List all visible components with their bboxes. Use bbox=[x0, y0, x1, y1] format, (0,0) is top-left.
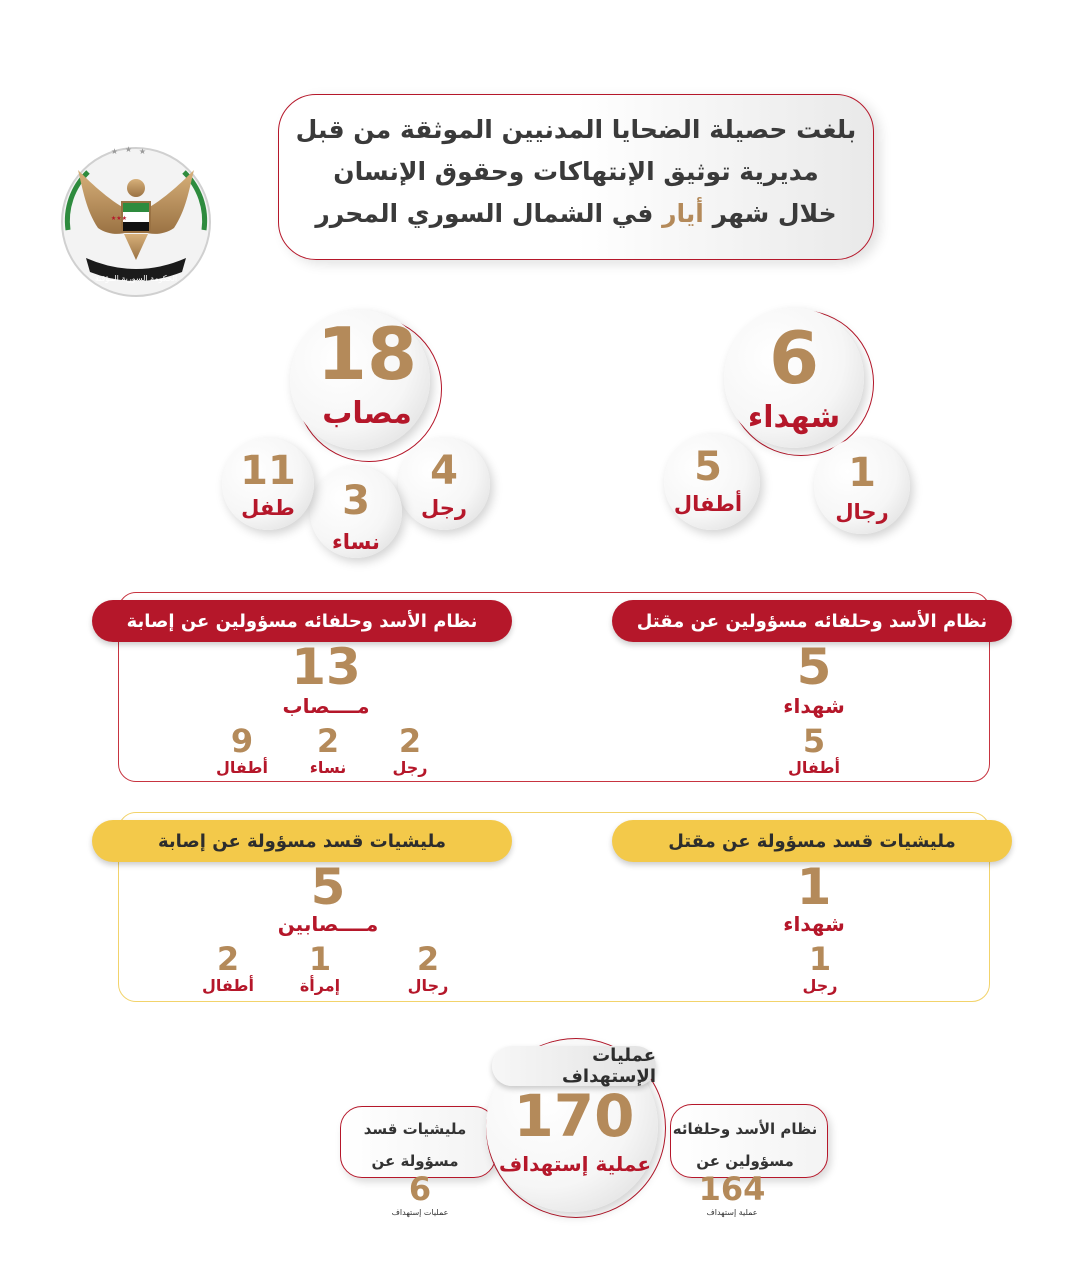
injured-women-label: نساء bbox=[332, 530, 380, 554]
sdf-killing-sub-label: رجل bbox=[802, 976, 838, 995]
regime-injury-men-number: 2 bbox=[398, 722, 422, 760]
header-line-3-b: في الشمال السوري المحرر bbox=[315, 199, 663, 228]
sdf-operations-line1: مليشيات قسد bbox=[363, 1120, 467, 1138]
regime-injury-children-number: 9 bbox=[230, 722, 254, 760]
sdf-injury-women-number: 1 bbox=[308, 940, 332, 978]
injured-men-number: 4 bbox=[430, 448, 458, 494]
sdf-operations-line2: مسؤولة عن bbox=[371, 1152, 459, 1170]
header-box bbox=[278, 94, 874, 260]
sdf-operations-unit: عمليات إستهداف bbox=[391, 1208, 449, 1217]
regime-killing-sub-label: أطفال bbox=[788, 758, 840, 777]
header-line-3 bbox=[279, 199, 873, 228]
svg-text:★: ★ bbox=[138, 147, 146, 156]
sdf-injury-children-number: 2 bbox=[216, 940, 240, 978]
regime-injury-children-label: أطفال bbox=[216, 758, 268, 777]
regime-injury-women-number: 2 bbox=[316, 722, 340, 760]
header-line-3-a: خلال شهر bbox=[703, 199, 837, 228]
svg-text:★★★: ★★★ bbox=[110, 215, 127, 222]
logo bbox=[48, 140, 224, 300]
injured-men-label: رجل bbox=[421, 496, 467, 520]
operations-total-label: عملية إستهداف bbox=[498, 1152, 652, 1176]
regime-injury-label: مــــصاب bbox=[282, 694, 370, 718]
operations-total-number: 170 bbox=[513, 1082, 635, 1150]
sdf-operations-number: 6 bbox=[408, 1170, 432, 1208]
operations-title-pill: عمليات الإستهداف bbox=[492, 1046, 656, 1086]
martyrs-children-label: أطفال bbox=[673, 492, 743, 516]
sdf-injury-men-label: رجال bbox=[407, 976, 449, 995]
sdf-killing-label: شهداء bbox=[783, 912, 845, 936]
martyrs-total-number: 6 bbox=[768, 316, 820, 400]
regime-injury-women-label: نساء bbox=[309, 758, 347, 777]
sdf-injury-men-number: 2 bbox=[416, 940, 440, 978]
martyrs-men-number: 1 bbox=[848, 450, 876, 496]
injured-total-number: 18 bbox=[316, 312, 418, 396]
martyrs-children-number: 5 bbox=[694, 444, 722, 490]
sdf-injury-children-label: أطفال bbox=[202, 976, 254, 995]
regime-killing-label: شهداء bbox=[783, 694, 845, 718]
sdf-injury-label: مــــصابين bbox=[277, 912, 379, 936]
injured-children-number: 11 bbox=[240, 448, 296, 494]
injured-total-label: مصاب bbox=[322, 396, 412, 431]
header-line-2: مديرية توثيق الإنتهاكات وحقوق الإنسان bbox=[333, 157, 819, 186]
injured-women-number: 3 bbox=[342, 478, 370, 524]
sdf-killing-number: 1 bbox=[796, 858, 832, 916]
sdf-injury-women-label: إمرأة bbox=[299, 976, 341, 995]
sdf-killing-sub-number: 1 bbox=[808, 940, 832, 978]
svg-text:★: ★ bbox=[124, 145, 132, 154]
regime-killing-sub-number: 5 bbox=[802, 722, 826, 760]
regime-killing-number: 5 bbox=[796, 638, 832, 696]
logo-caption: الحكومة السورية المؤقتة bbox=[94, 274, 178, 283]
regime-operations-number: 164 bbox=[698, 1170, 766, 1208]
sdf-injury-number: 5 bbox=[310, 858, 346, 916]
regime-injury-pill: نظام الأسد وحلفائه مسؤولين عن إصابة bbox=[92, 600, 512, 642]
martyrs-total-label: شهداء bbox=[747, 400, 841, 435]
sdf-injury-pill: مليشيات قسد مسؤولة عن إصابة bbox=[92, 820, 512, 862]
header-line-1: بلغت حصيلة الضحايا المدنيين الموثقة من قبل bbox=[295, 115, 857, 144]
header-month: أيار bbox=[662, 199, 704, 228]
martyrs-men-label: رجال bbox=[835, 500, 889, 524]
injured-children-label: طفل bbox=[241, 496, 295, 520]
regime-killing-pill: نظام الأسد وحلفائه مسؤولين عن مقتل bbox=[612, 600, 1012, 642]
regime-operations-unit: عملية إستهداف bbox=[706, 1208, 758, 1217]
sdf-killing-pill: مليشيات قسد مسؤولة عن مقتل bbox=[612, 820, 1012, 862]
regime-operations-line2: مسؤولين عن bbox=[696, 1152, 794, 1170]
svg-text:★: ★ bbox=[110, 147, 118, 156]
regime-injury-number: 13 bbox=[291, 638, 361, 696]
regime-operations-line1: نظام الأسد وحلفائه bbox=[672, 1120, 818, 1138]
regime-injury-men-label: رجل bbox=[392, 758, 428, 777]
